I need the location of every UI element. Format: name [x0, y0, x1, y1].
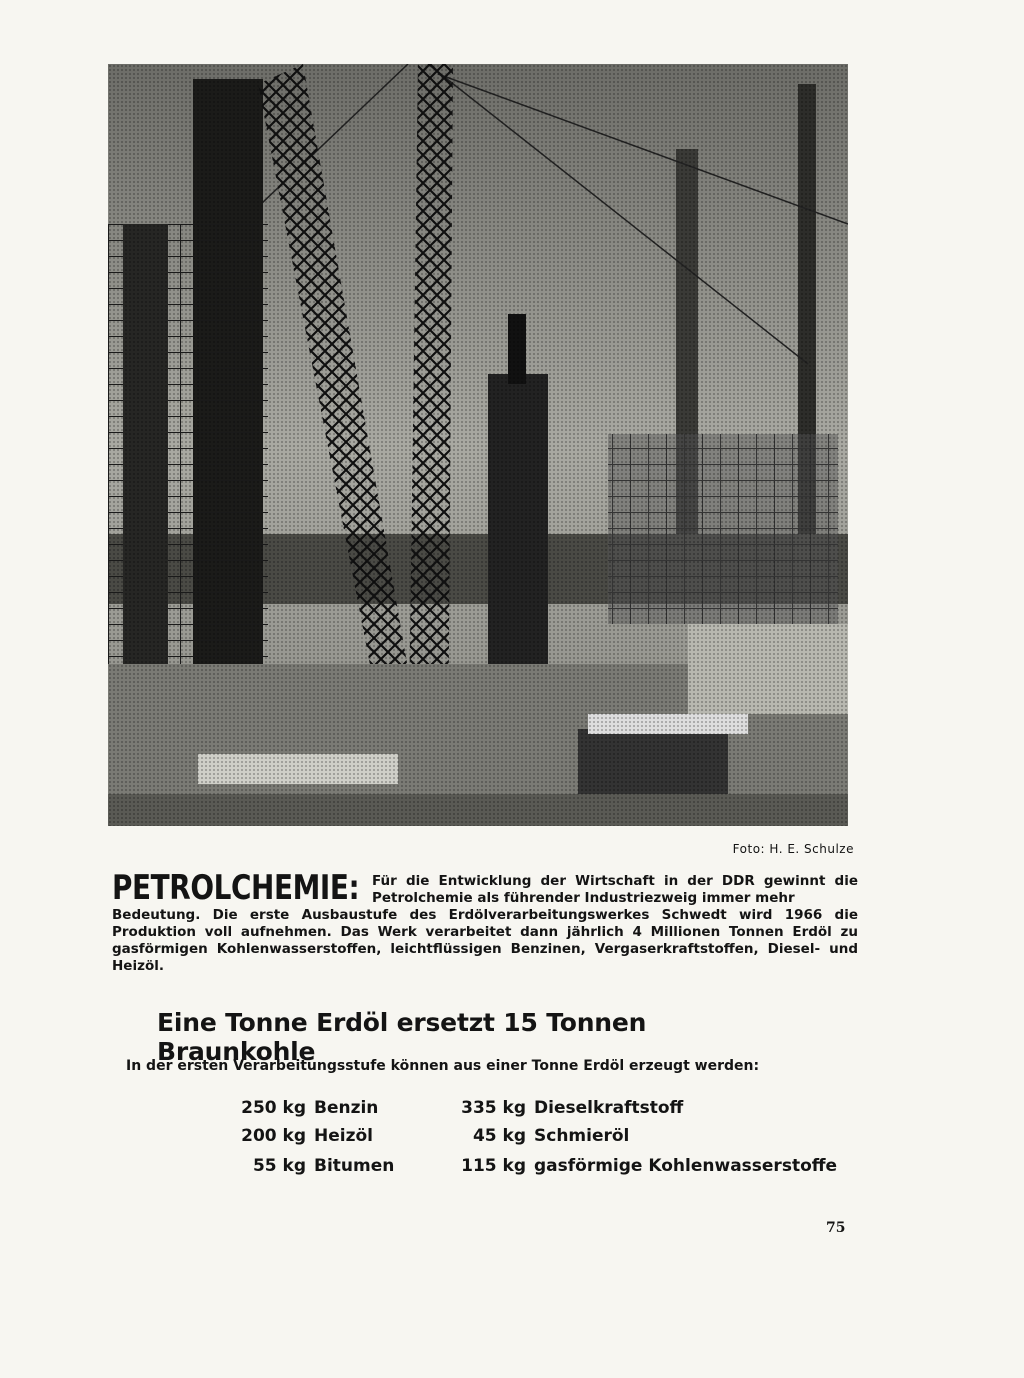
product-amount: 335 kg — [461, 1098, 526, 1118]
product-name: Heizöl — [314, 1126, 373, 1146]
product-row — [232, 1098, 378, 1122]
product-row — [232, 1126, 373, 1150]
product-name: Schmieröl — [534, 1126, 630, 1146]
intro-text-body: Bedeutung. Die erste Ausbaustufe des Erdölverarbeitungswerkes Schwedt wird 1966 die Produktion voll aufnehmen. Das Werk verarbeitet dann jährlich 4 Millionen Tonnen Erdöl zu gasförmigen Kohlenwasserstoffen, leichtflüssigen Benzinen, Vergaserkraftstoffen, Diesel- und Heizöl. — [112, 907, 858, 974]
product-name: Benzin — [314, 1098, 379, 1118]
product-name: gasförmige Kohlenwasserstoffe — [534, 1156, 838, 1176]
photo-credit: Foto: H. E. Schulze — [732, 842, 854, 856]
intro-text-first-lines: Für die Entwicklung der Wirtschaft in der DDR gewinnt die Petrolchemie als führender Industriezweig immer mehr — [372, 873, 858, 906]
page-number: 75 — [826, 1220, 846, 1236]
article-headline: PETROLCHEMIE: — [112, 868, 360, 908]
industrial-plant-photo — [108, 64, 848, 826]
section-subtitle: In der ersten Verarbeitungsstufe können aus einer Tonne Erdöl erzeugt werden: — [126, 1058, 760, 1074]
product-amount: 55 kg — [252, 1156, 306, 1176]
product-amount: 200 kg — [241, 1126, 306, 1146]
product-row — [452, 1126, 629, 1150]
product-name: Bitumen — [314, 1156, 395, 1176]
product-name: Dieselkraftstoff — [534, 1098, 684, 1118]
product-amount: 250 kg — [241, 1098, 306, 1118]
product-amount: 115 kg — [461, 1156, 526, 1176]
product-amount: 45 kg — [472, 1126, 526, 1146]
product-row — [452, 1156, 837, 1180]
product-row — [232, 1156, 394, 1180]
product-row — [452, 1098, 683, 1122]
section-title: Eine Tonne Erdöl ersetzt 15 Tonnen Braunkohle — [157, 1008, 647, 1066]
